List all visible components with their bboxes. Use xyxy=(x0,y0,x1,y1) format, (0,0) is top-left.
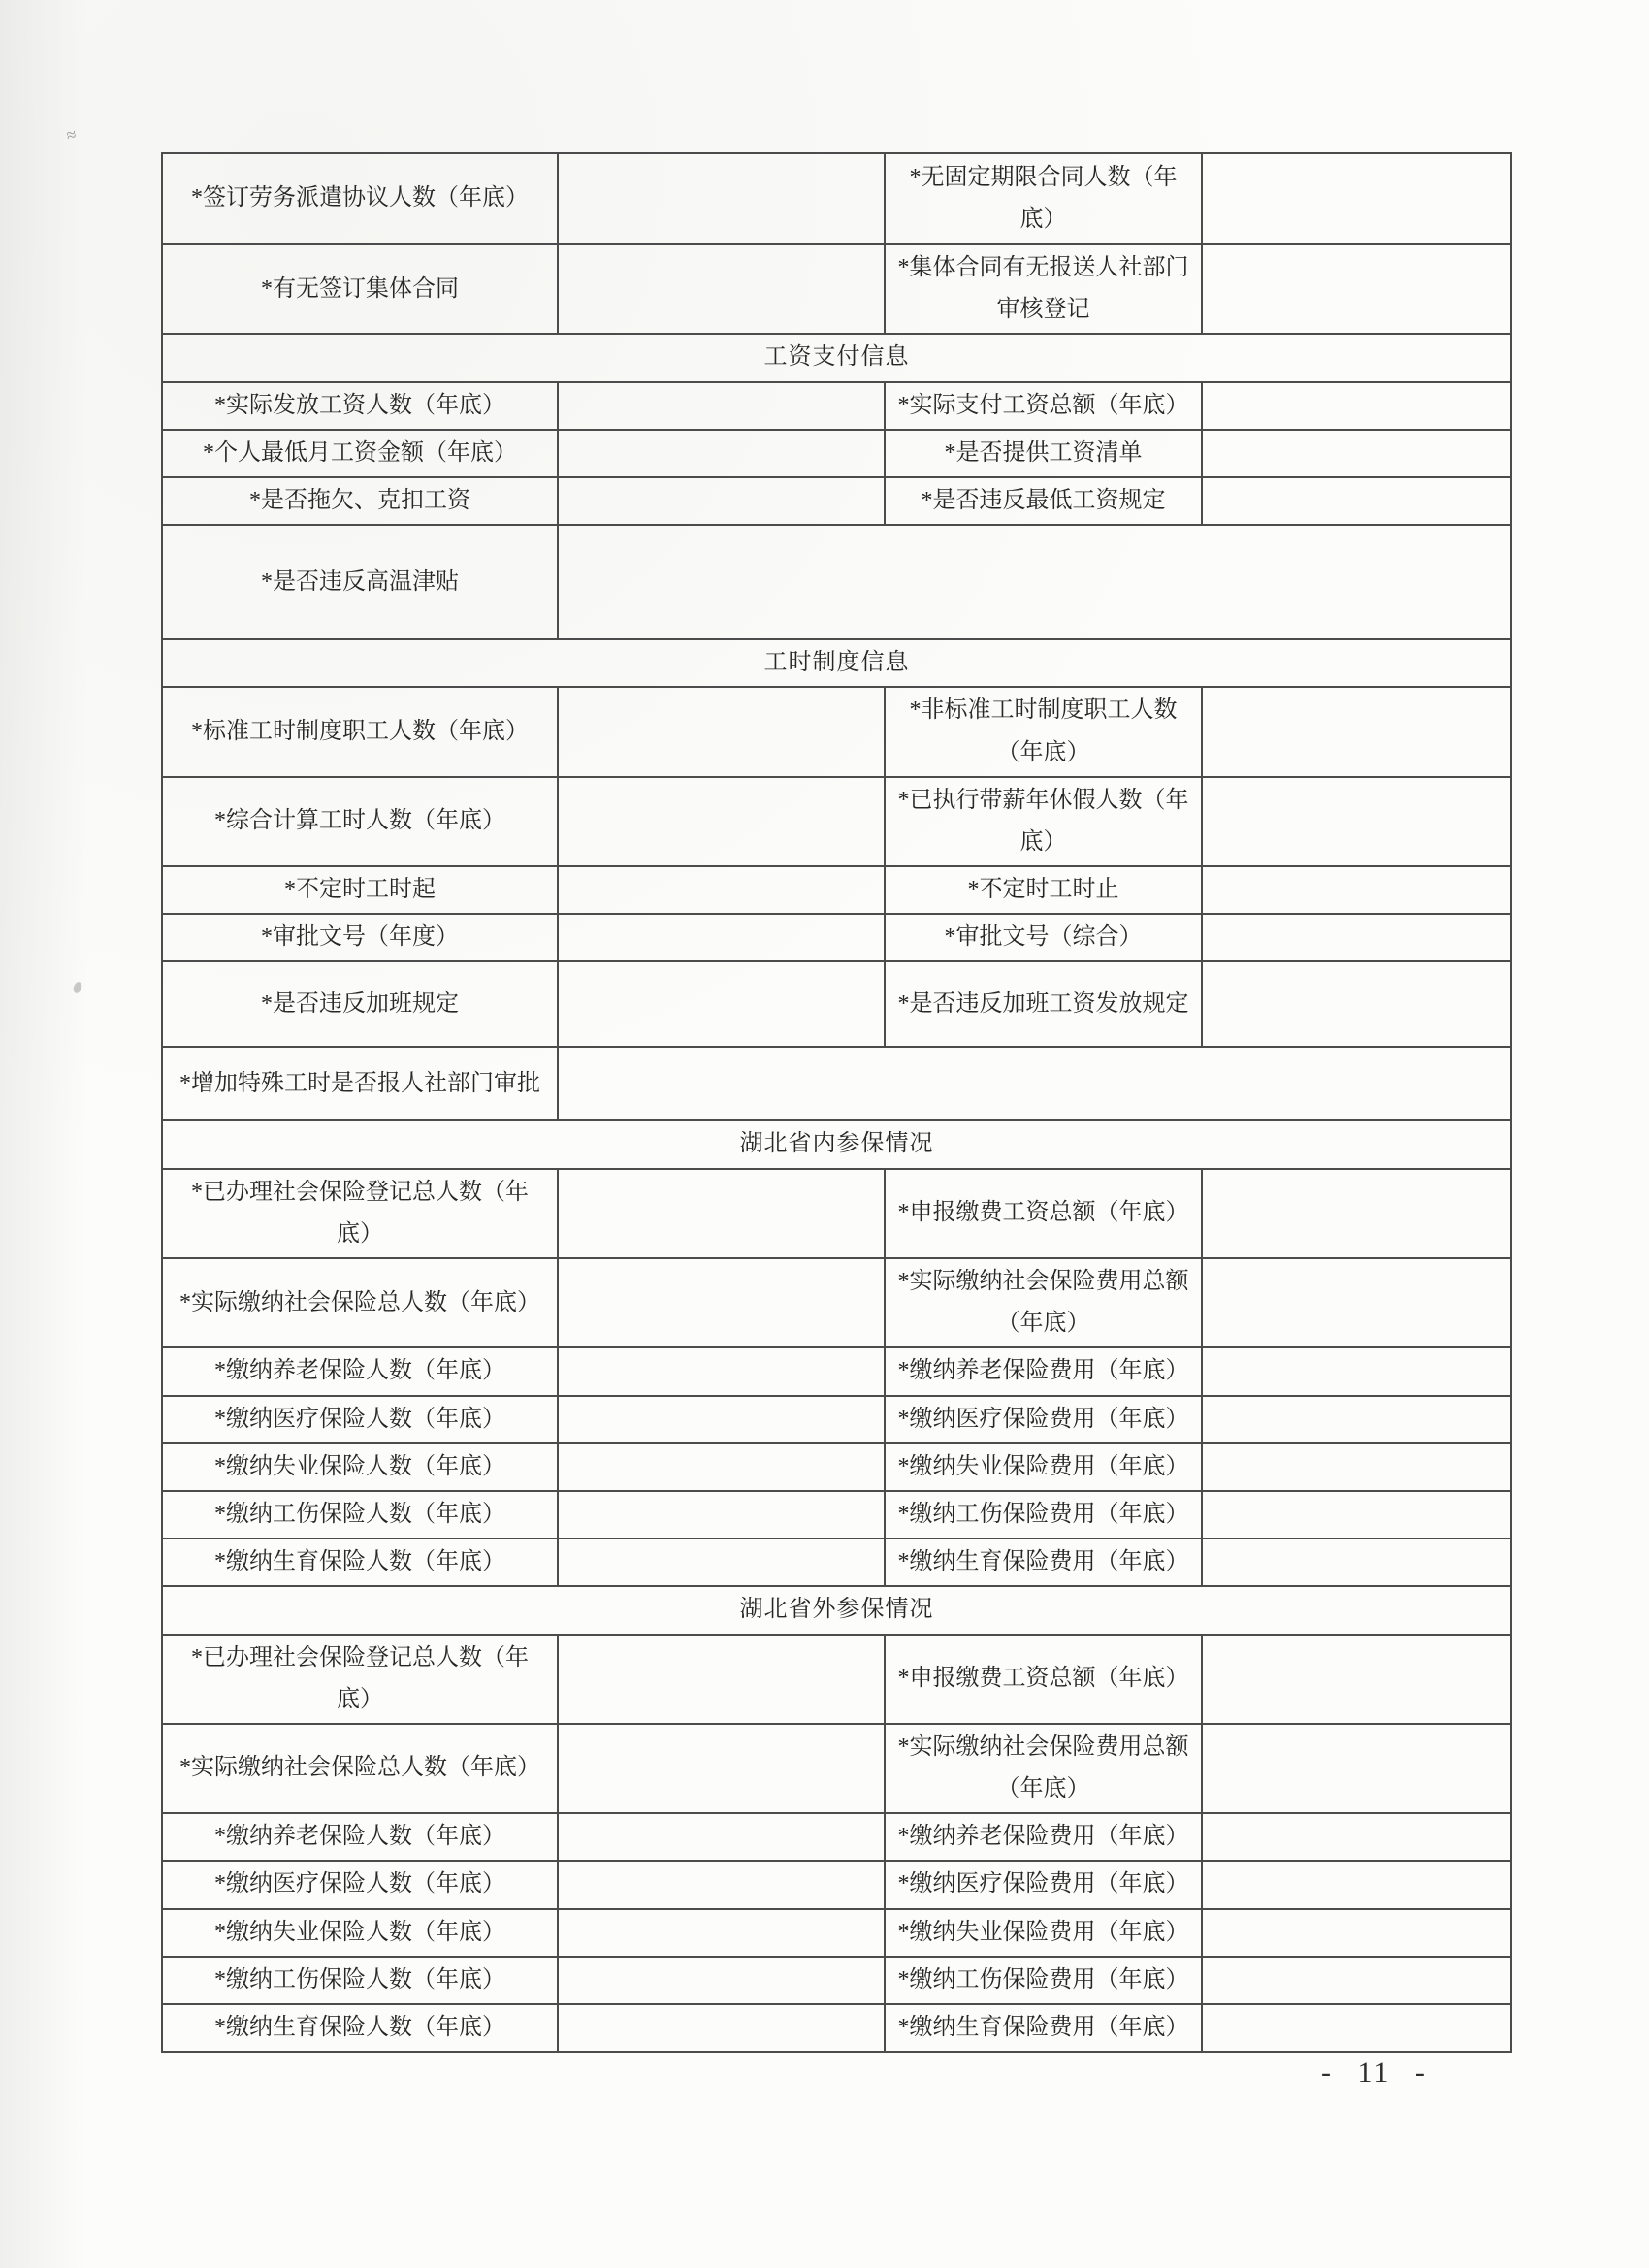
field-label: *标准工时制度职工人数（年底） xyxy=(162,687,558,776)
field-label: *缴纳失业保险费用（年底） xyxy=(885,1443,1202,1491)
field-value-cell xyxy=(558,1957,885,2004)
field-label: *缴纳失业保险人数（年底） xyxy=(162,1443,558,1491)
field-label: *缴纳工伤保险人数（年底） xyxy=(162,1957,558,2004)
field-value-cell xyxy=(1202,153,1511,244)
field-value-cell xyxy=(558,1396,885,1443)
table-row xyxy=(162,866,1511,914)
field-label: *是否违反最低工资规定 xyxy=(885,477,1202,525)
field-label: *增加特殊工时是否报人社部门审批 xyxy=(162,1047,558,1120)
field-label: *缴纳医疗保险费用（年底） xyxy=(885,1396,1202,1443)
table-row xyxy=(162,382,1511,430)
field-value-cell xyxy=(558,914,885,961)
section-header-row xyxy=(162,334,1511,381)
field-label: *是否提供工资清单 xyxy=(885,430,1202,477)
table-row xyxy=(162,687,1511,776)
field-value-cell xyxy=(558,1909,885,1957)
field-value-cell-merged xyxy=(558,525,1511,639)
field-value-cell xyxy=(1202,477,1511,525)
field-value-cell xyxy=(1202,914,1511,961)
table-row xyxy=(162,1443,1511,1491)
field-value-cell xyxy=(1202,1635,1511,1724)
scan-artifact xyxy=(72,981,83,994)
field-value-cell xyxy=(1202,430,1511,477)
field-value-cell xyxy=(1202,1443,1511,1491)
table-row xyxy=(162,1957,1511,2004)
table-row xyxy=(162,1169,1511,1258)
field-label: *审批文号（年度） xyxy=(162,914,558,961)
field-label: *缴纳工伤保险费用（年底） xyxy=(885,1491,1202,1539)
field-label: *是否拖欠、克扣工资 xyxy=(162,477,558,525)
field-label: *缴纳生育保险人数（年底） xyxy=(162,2004,558,2052)
field-label: *缴纳养老保险费用（年底） xyxy=(885,1347,1202,1395)
field-label: *缴纳医疗保险人数（年底） xyxy=(162,1861,558,1908)
field-label: *申报缴费工资总额（年底） xyxy=(885,1635,1202,1724)
field-value-cell xyxy=(558,2004,885,2052)
field-value-cell xyxy=(1202,1491,1511,1539)
field-value-cell xyxy=(1202,1813,1511,1861)
table-row xyxy=(162,477,1511,525)
table-row xyxy=(162,914,1511,961)
field-value-cell xyxy=(1202,687,1511,776)
field-value-cell xyxy=(1202,1539,1511,1586)
field-label: *个人最低月工资金额（年底） xyxy=(162,430,558,477)
table-row xyxy=(162,525,1511,639)
field-value-cell xyxy=(558,866,885,914)
table-row xyxy=(162,777,1511,866)
field-value-cell xyxy=(1202,382,1511,430)
form-table xyxy=(161,152,1512,2053)
field-label: *申报缴费工资总额（年底） xyxy=(885,1169,1202,1258)
table-row xyxy=(162,2004,1511,2052)
field-label: *缴纳养老保险费用（年底） xyxy=(885,1813,1202,1861)
field-label: *实际缴纳社会保险费用总额（年底） xyxy=(885,1724,1202,1813)
field-label: *已办理社会保险登记总人数（年底） xyxy=(162,1169,558,1258)
scan-artifact: ≈ xyxy=(64,123,79,146)
field-label: *集体合同有无报送人社部门审核登记 xyxy=(885,244,1202,334)
field-label: *是否违反加班工资发放规定 xyxy=(885,961,1202,1047)
table-row xyxy=(162,1635,1511,1724)
field-value-cell xyxy=(1202,1347,1511,1395)
section-header-row xyxy=(162,1120,1511,1168)
section-header: 湖北省内参保情况 xyxy=(162,1120,1511,1168)
field-value-cell xyxy=(558,1347,885,1395)
field-value-cell xyxy=(558,477,885,525)
field-value-cell-merged xyxy=(558,1047,1511,1120)
section-header: 工资支付信息 xyxy=(162,334,1511,381)
field-label: *缴纳养老保险人数（年底） xyxy=(162,1347,558,1395)
field-value-cell xyxy=(1202,1909,1511,1957)
table-row xyxy=(162,961,1511,1047)
section-header: 湖北省外参保情况 xyxy=(162,1586,1511,1634)
field-label: *已执行带薪年休假人数（年底） xyxy=(885,777,1202,866)
field-value-cell xyxy=(558,1813,885,1861)
field-label: *不定时工时止 xyxy=(885,866,1202,914)
field-label: *缴纳生育保险费用（年底） xyxy=(885,1539,1202,1586)
field-value-cell xyxy=(1202,1169,1511,1258)
field-label: *审批文号（综合） xyxy=(885,914,1202,961)
field-label: *是否违反高温津贴 xyxy=(162,525,558,639)
page-number: - 11 - xyxy=(1321,2057,1428,2089)
table-row xyxy=(162,1539,1511,1586)
field-label: *综合计算工时人数（年底） xyxy=(162,777,558,866)
field-value-cell xyxy=(1202,961,1511,1047)
table-row xyxy=(162,1724,1511,1813)
table-row xyxy=(162,1813,1511,1861)
field-label: *缴纳医疗保险人数（年底） xyxy=(162,1396,558,1443)
field-value-cell xyxy=(1202,1258,1511,1347)
field-label: *缴纳工伤保险人数（年底） xyxy=(162,1491,558,1539)
field-value-cell xyxy=(558,687,885,776)
field-label: *有无签订集体合同 xyxy=(162,244,558,334)
field-value-cell xyxy=(1202,2004,1511,2052)
field-value-cell xyxy=(558,1861,885,1908)
field-value-cell xyxy=(558,430,885,477)
field-value-cell xyxy=(1202,1861,1511,1908)
table-row xyxy=(162,153,1511,244)
field-value-cell xyxy=(1202,1396,1511,1443)
field-value-cell xyxy=(558,1258,885,1347)
table-row xyxy=(162,1047,1511,1120)
field-label: *实际发放工资人数（年底） xyxy=(162,382,558,430)
field-label: *实际支付工资总额（年底） xyxy=(885,382,1202,430)
field-label: *已办理社会保险登记总人数（年底） xyxy=(162,1635,558,1724)
field-value-cell xyxy=(1202,244,1511,334)
field-value-cell xyxy=(1202,1957,1511,2004)
field-label: *缴纳工伤保险费用（年底） xyxy=(885,1957,1202,2004)
field-value-cell xyxy=(558,1539,885,1586)
field-label: *实际缴纳社会保险总人数（年底） xyxy=(162,1258,558,1347)
field-label: *无固定期限合同人数（年底） xyxy=(885,153,1202,244)
field-label: *签订劳务派遣协议人数（年底） xyxy=(162,153,558,244)
table-row xyxy=(162,1258,1511,1347)
table-row xyxy=(162,1909,1511,1957)
field-label: *缴纳生育保险费用（年底） xyxy=(885,2004,1202,2052)
field-value-cell xyxy=(1202,1724,1511,1813)
field-label: *是否违反加班规定 xyxy=(162,961,558,1047)
field-value-cell xyxy=(558,777,885,866)
field-label: *实际缴纳社会保险费用总额（年底） xyxy=(885,1258,1202,1347)
table-row xyxy=(162,244,1511,334)
field-value-cell xyxy=(558,1635,885,1724)
table-row xyxy=(162,430,1511,477)
field-value-cell xyxy=(558,1491,885,1539)
field-value-cell xyxy=(558,961,885,1047)
section-header-row xyxy=(162,639,1511,687)
field-label: *不定时工时起 xyxy=(162,866,558,914)
field-value-cell xyxy=(558,244,885,334)
table-row xyxy=(162,1491,1511,1539)
field-value-cell xyxy=(558,1169,885,1258)
table-row xyxy=(162,1861,1511,1908)
field-value-cell xyxy=(558,153,885,244)
field-value-cell xyxy=(558,1443,885,1491)
field-value-cell xyxy=(558,1724,885,1813)
field-value-cell xyxy=(1202,777,1511,866)
table-row xyxy=(162,1347,1511,1395)
section-header: 工时制度信息 xyxy=(162,639,1511,687)
field-label: *非标准工时制度职工人数（年底） xyxy=(885,687,1202,776)
field-value-cell xyxy=(558,382,885,430)
field-label: *缴纳养老保险人数（年底） xyxy=(162,1813,558,1861)
field-value-cell xyxy=(1202,866,1511,914)
field-label: *缴纳医疗保险费用（年底） xyxy=(885,1861,1202,1908)
section-header-row xyxy=(162,1586,1511,1634)
field-label: *实际缴纳社会保险总人数（年底） xyxy=(162,1724,558,1813)
field-label: *缴纳失业保险费用（年底） xyxy=(885,1909,1202,1957)
field-label: *缴纳失业保险人数（年底） xyxy=(162,1909,558,1957)
table-row xyxy=(162,1396,1511,1443)
field-label: *缴纳生育保险人数（年底） xyxy=(162,1539,558,1586)
